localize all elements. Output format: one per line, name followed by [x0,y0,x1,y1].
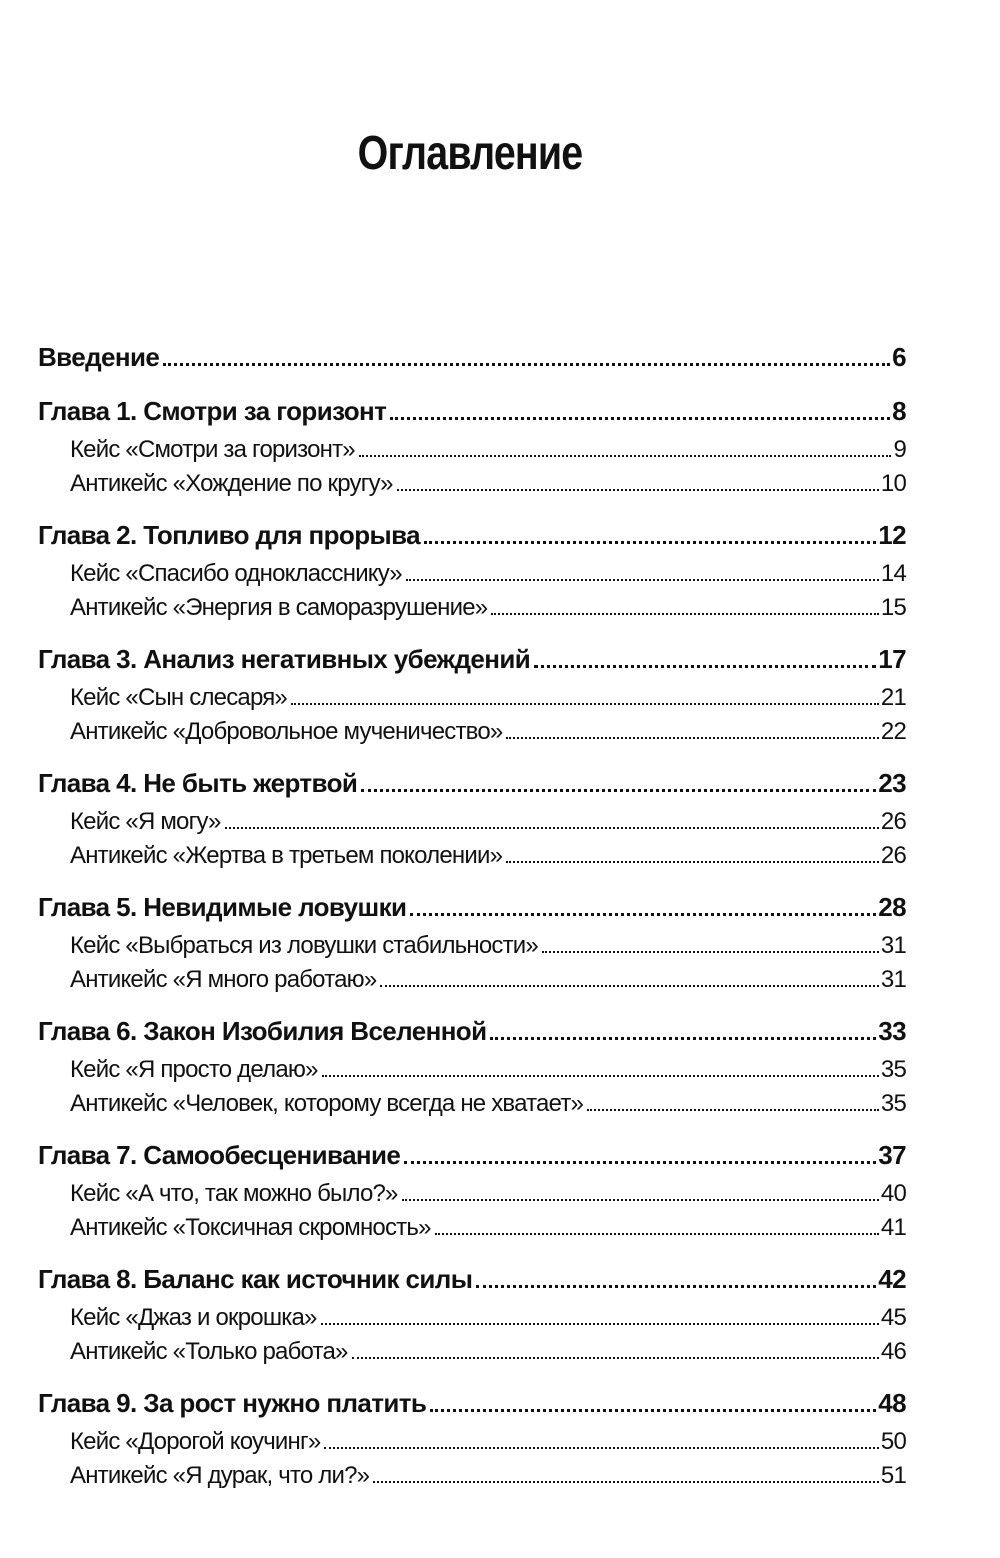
toc-entry-chapter-5 [38,887,906,927]
toc-case-entry [38,1301,906,1335]
toc-page-number: 28 [878,892,906,922]
toc-entry-chapter-4 [38,763,906,803]
toc-subentries [38,433,906,501]
table-of-contents [38,337,906,1493]
dot-leader [410,913,876,916]
dot-leader [359,455,892,457]
toc-entry-label: Глава 4. Не быть жертвой [38,768,358,798]
toc-entry-chapter-7 [38,1135,906,1175]
dot-leader [322,1075,879,1077]
toc-entry-chapter-6 [38,1011,906,1051]
toc-page-number: 46 [880,1338,906,1365]
dot-leader [435,1233,879,1235]
toc-page-number: 14 [880,560,906,587]
toc-case-entry [38,1425,906,1459]
dot-leader [397,489,879,491]
toc-page-number: 41 [880,1214,906,1241]
toc-subentry-label: Кейс «Смотри за горизонт» [70,436,355,463]
toc-entry-introduction [38,337,906,377]
toc-subentries [38,681,906,749]
toc-page-number: 21 [880,684,906,711]
dot-leader [476,1285,876,1288]
toc-subentry-label: Антикейс «Токсичная скромность» [70,1214,431,1241]
toc-entry-label: Глава 3. Анализ негативных убеждений [38,644,531,674]
dot-leader [321,1323,879,1325]
dot-leader [534,665,876,668]
toc-page-number: 6 [892,342,906,372]
toc-subentry-label: Антикейс «Жертва в третьем поколении» [70,842,503,869]
toc-page-number: 31 [880,966,906,993]
toc-entry-label: Глава 7. Самообесценивание [38,1140,401,1170]
toc-subentries [38,557,906,625]
toc-entry-label: Глава 8. Баланс как источник силы [38,1264,473,1294]
toc-anticase-entry [38,963,906,997]
toc-subentry-label: Антикейс «Добровольное мученичество» [70,718,503,745]
dot-leader [324,1447,878,1449]
dot-leader [430,1409,876,1412]
toc-page-number: 12 [878,520,906,550]
toc-page-number: 51 [880,1462,906,1489]
dot-leader [490,1037,876,1040]
dot-leader [163,363,890,366]
toc-page-number: 31 [880,932,906,959]
toc-case-entry [38,681,906,715]
toc-anticase-entry [38,715,906,749]
dot-leader [424,541,876,544]
toc-entry-label: Глава 2. Топливо для прорыва [38,520,420,550]
toc-case-entry [38,433,906,467]
toc-subentries [38,1425,906,1493]
toc-page-number: 48 [878,1388,906,1418]
toc-page-number: 23 [878,768,906,798]
toc-anticase-entry [38,1087,906,1121]
toc-subentries [38,929,906,997]
dot-leader [402,1199,879,1201]
toc-entry-chapter-3 [38,639,906,679]
toc-case-entry [38,805,906,839]
toc-subentry-label: Антикейс «Я много работаю» [70,966,377,993]
toc-entry-chapter-2 [38,515,906,555]
toc-subentry-label: Кейс «Выбраться из ловушки стабильности» [70,932,538,959]
toc-anticase-entry [38,467,906,501]
toc-page-number: 45 [880,1304,906,1331]
toc-case-entry [38,557,906,591]
toc-subentry-label: Кейс «Джаз и окрошка» [70,1304,317,1331]
toc-subentry-label: Антикейс «Хождение по кругу» [70,470,393,497]
toc-anticase-entry [38,839,906,873]
toc-anticase-entry [38,1211,906,1245]
toc-subentry-label: Кейс «Я просто делаю» [70,1056,318,1083]
toc-entry-chapter-9 [38,1383,906,1423]
dot-leader [506,861,879,863]
toc-page-number: 42 [878,1264,906,1294]
toc-case-entry [38,929,906,963]
toc-page-number: 17 [878,644,906,674]
toc-subentries [38,1177,906,1245]
dot-leader [361,789,876,792]
toc-subentries [38,805,906,873]
toc-entry-chapter-1 [38,391,906,431]
toc-page-number: 26 [880,842,906,869]
toc-entry-label: Глава 6. Закон Изобилия Вселенной [38,1016,487,1046]
dot-leader [506,737,878,739]
dot-leader [225,827,879,829]
toc-subentry-label: Антикейс «Я дурак, что ли?» [70,1462,370,1489]
toc-entry-label: Глава 9. За рост нужно платить [38,1388,427,1418]
dot-leader [373,1481,879,1483]
toc-page-number: 9 [893,436,906,463]
page-title: Оглавление [357,127,583,180]
toc-page-number: 10 [880,470,906,497]
dot-leader [404,1161,876,1164]
dot-leader [291,703,879,705]
toc-case-entry [38,1053,906,1087]
toc-subentry-label: Кейс «А что, так можно было?» [70,1180,398,1207]
toc-subentries [38,1301,906,1369]
toc-page-number: 50 [880,1428,906,1455]
dot-leader [390,417,890,420]
toc-subentry-label: Антикейс «Энергия в саморазрушение» [70,594,488,621]
toc-anticase-entry [38,591,906,625]
toc-subentry-label: Антикейс «Только работа» [70,1338,348,1365]
toc-subentries [38,1053,906,1121]
toc-subentry-label: Кейс «Сын слесаря» [70,684,287,711]
toc-page-number: 37 [878,1140,906,1170]
toc-page-number: 33 [878,1016,906,1046]
toc-subentry-label: Кейс «Спасибо однокласснику» [70,560,402,587]
toc-subentry-label: Кейс «Дорогой коучинг» [70,1428,321,1455]
toc-subentry-label: Кейс «Я могу» [70,808,221,835]
toc-page-number: 15 [880,594,906,621]
toc-entry-label: Глава 5. Невидимые ловушки [38,892,407,922]
toc-anticase-entry [38,1459,906,1493]
dot-leader [542,951,879,953]
dot-leader [380,985,878,987]
toc-entry-chapter-8 [38,1259,906,1299]
dot-leader [587,1109,879,1111]
toc-page-number: 26 [880,808,906,835]
toc-case-entry [38,1177,906,1211]
toc-entry-label: Введение [38,342,160,372]
toc-page-number: 22 [880,718,906,745]
toc-page-number: 40 [880,1180,906,1207]
toc-subentry-label: Антикейс «Человек, которому всегда не хватает» [70,1090,584,1117]
dot-leader [491,613,879,615]
toc-entry-label: Глава 1. Смотри за горизонт [38,396,387,426]
dot-leader [352,1357,879,1359]
toc-page-number: 35 [880,1056,906,1083]
toc-page-number: 35 [880,1090,906,1117]
toc-page-number: 8 [892,396,906,426]
toc-anticase-entry [38,1335,906,1369]
dot-leader [406,579,879,581]
